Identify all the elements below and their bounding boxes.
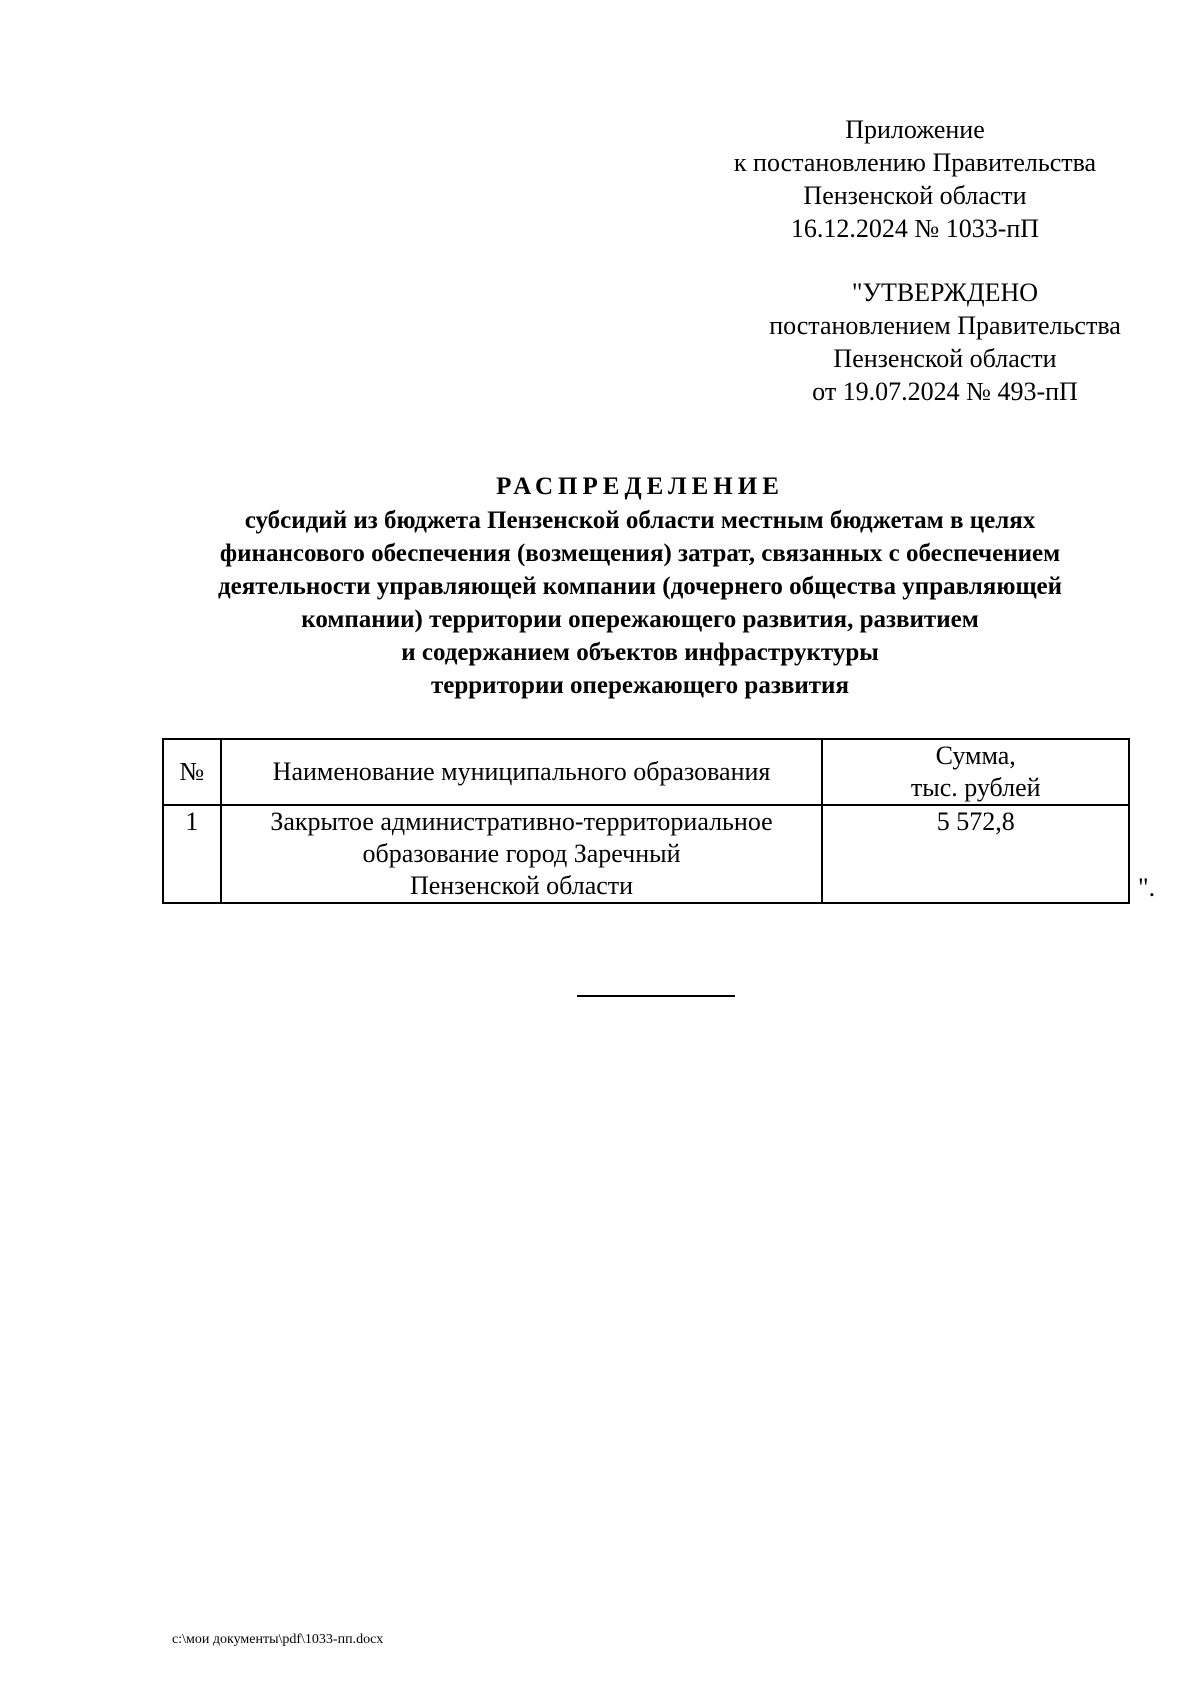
heading-line-5: и содержанием объектов инфраструктуры: [401, 639, 879, 666]
footer-file-path: c:\мои документы\pdf\1033-пп.docx: [172, 1632, 384, 1647]
approved-by-resolution: постановлением Правительства: [769, 311, 1121, 340]
heading-line-6: территории опережающего развития: [431, 672, 849, 699]
heading-line-4: компании) территории опережающего развития, развитием: [301, 606, 979, 633]
appendix-block: [690, 113, 1140, 245]
heading-line-3: деятельности управляющей компании (дочернего общества управляющей: [217, 573, 1063, 600]
row-name-line-3: Пензенской области: [409, 871, 634, 900]
closing-quote-mark: ".: [1138, 873, 1156, 902]
heading-line-1: субсидий из бюджета Пензенской области местным бюджетам в целях: [244, 507, 1036, 534]
end-divider: [577, 995, 735, 997]
document-heading: [150, 470, 1130, 702]
appendix-region: Пензенской области: [803, 181, 1027, 210]
header-municipality-name: Наименование муниципального образования: [221, 739, 823, 805]
heading-line-2: финансового обеспечения (возмещения) затрат, связанных с обеспечением: [219, 540, 1061, 567]
row-name-line-1: Закрытое административно-территориальное: [270, 807, 773, 836]
table-header-row: [163, 739, 1129, 805]
row-number: 1: [163, 805, 221, 903]
row-municipality-name: [221, 805, 823, 903]
approved-date-number: от 19.07.2024 № 493-пП: [812, 377, 1078, 406]
distribution-table: [162, 738, 1130, 904]
approval-stamp-block: [720, 276, 1170, 408]
appendix-title: Приложение: [845, 115, 985, 144]
document-title: РАСПРЕДЕЛЕНИЕ: [496, 473, 784, 500]
approved-title: "УТВЕРЖДЕНО: [851, 278, 1039, 307]
header-sum-label: Сумма,: [935, 741, 1016, 770]
header-number: №: [163, 739, 221, 805]
appendix-date-number: 16.12.2024 № 1033-пП: [790, 214, 1040, 243]
approved-region: Пензенской области: [833, 344, 1057, 373]
table-row: [163, 805, 1129, 903]
row-sum: 5 572,8: [822, 805, 1129, 903]
appendix-to-resolution: к постановлению Правительства: [733, 148, 1097, 177]
header-sum-unit: тыс. рублей: [910, 773, 1041, 802]
header-sum: [822, 739, 1129, 805]
row-name-line-2: образование город Заречный: [362, 839, 681, 868]
